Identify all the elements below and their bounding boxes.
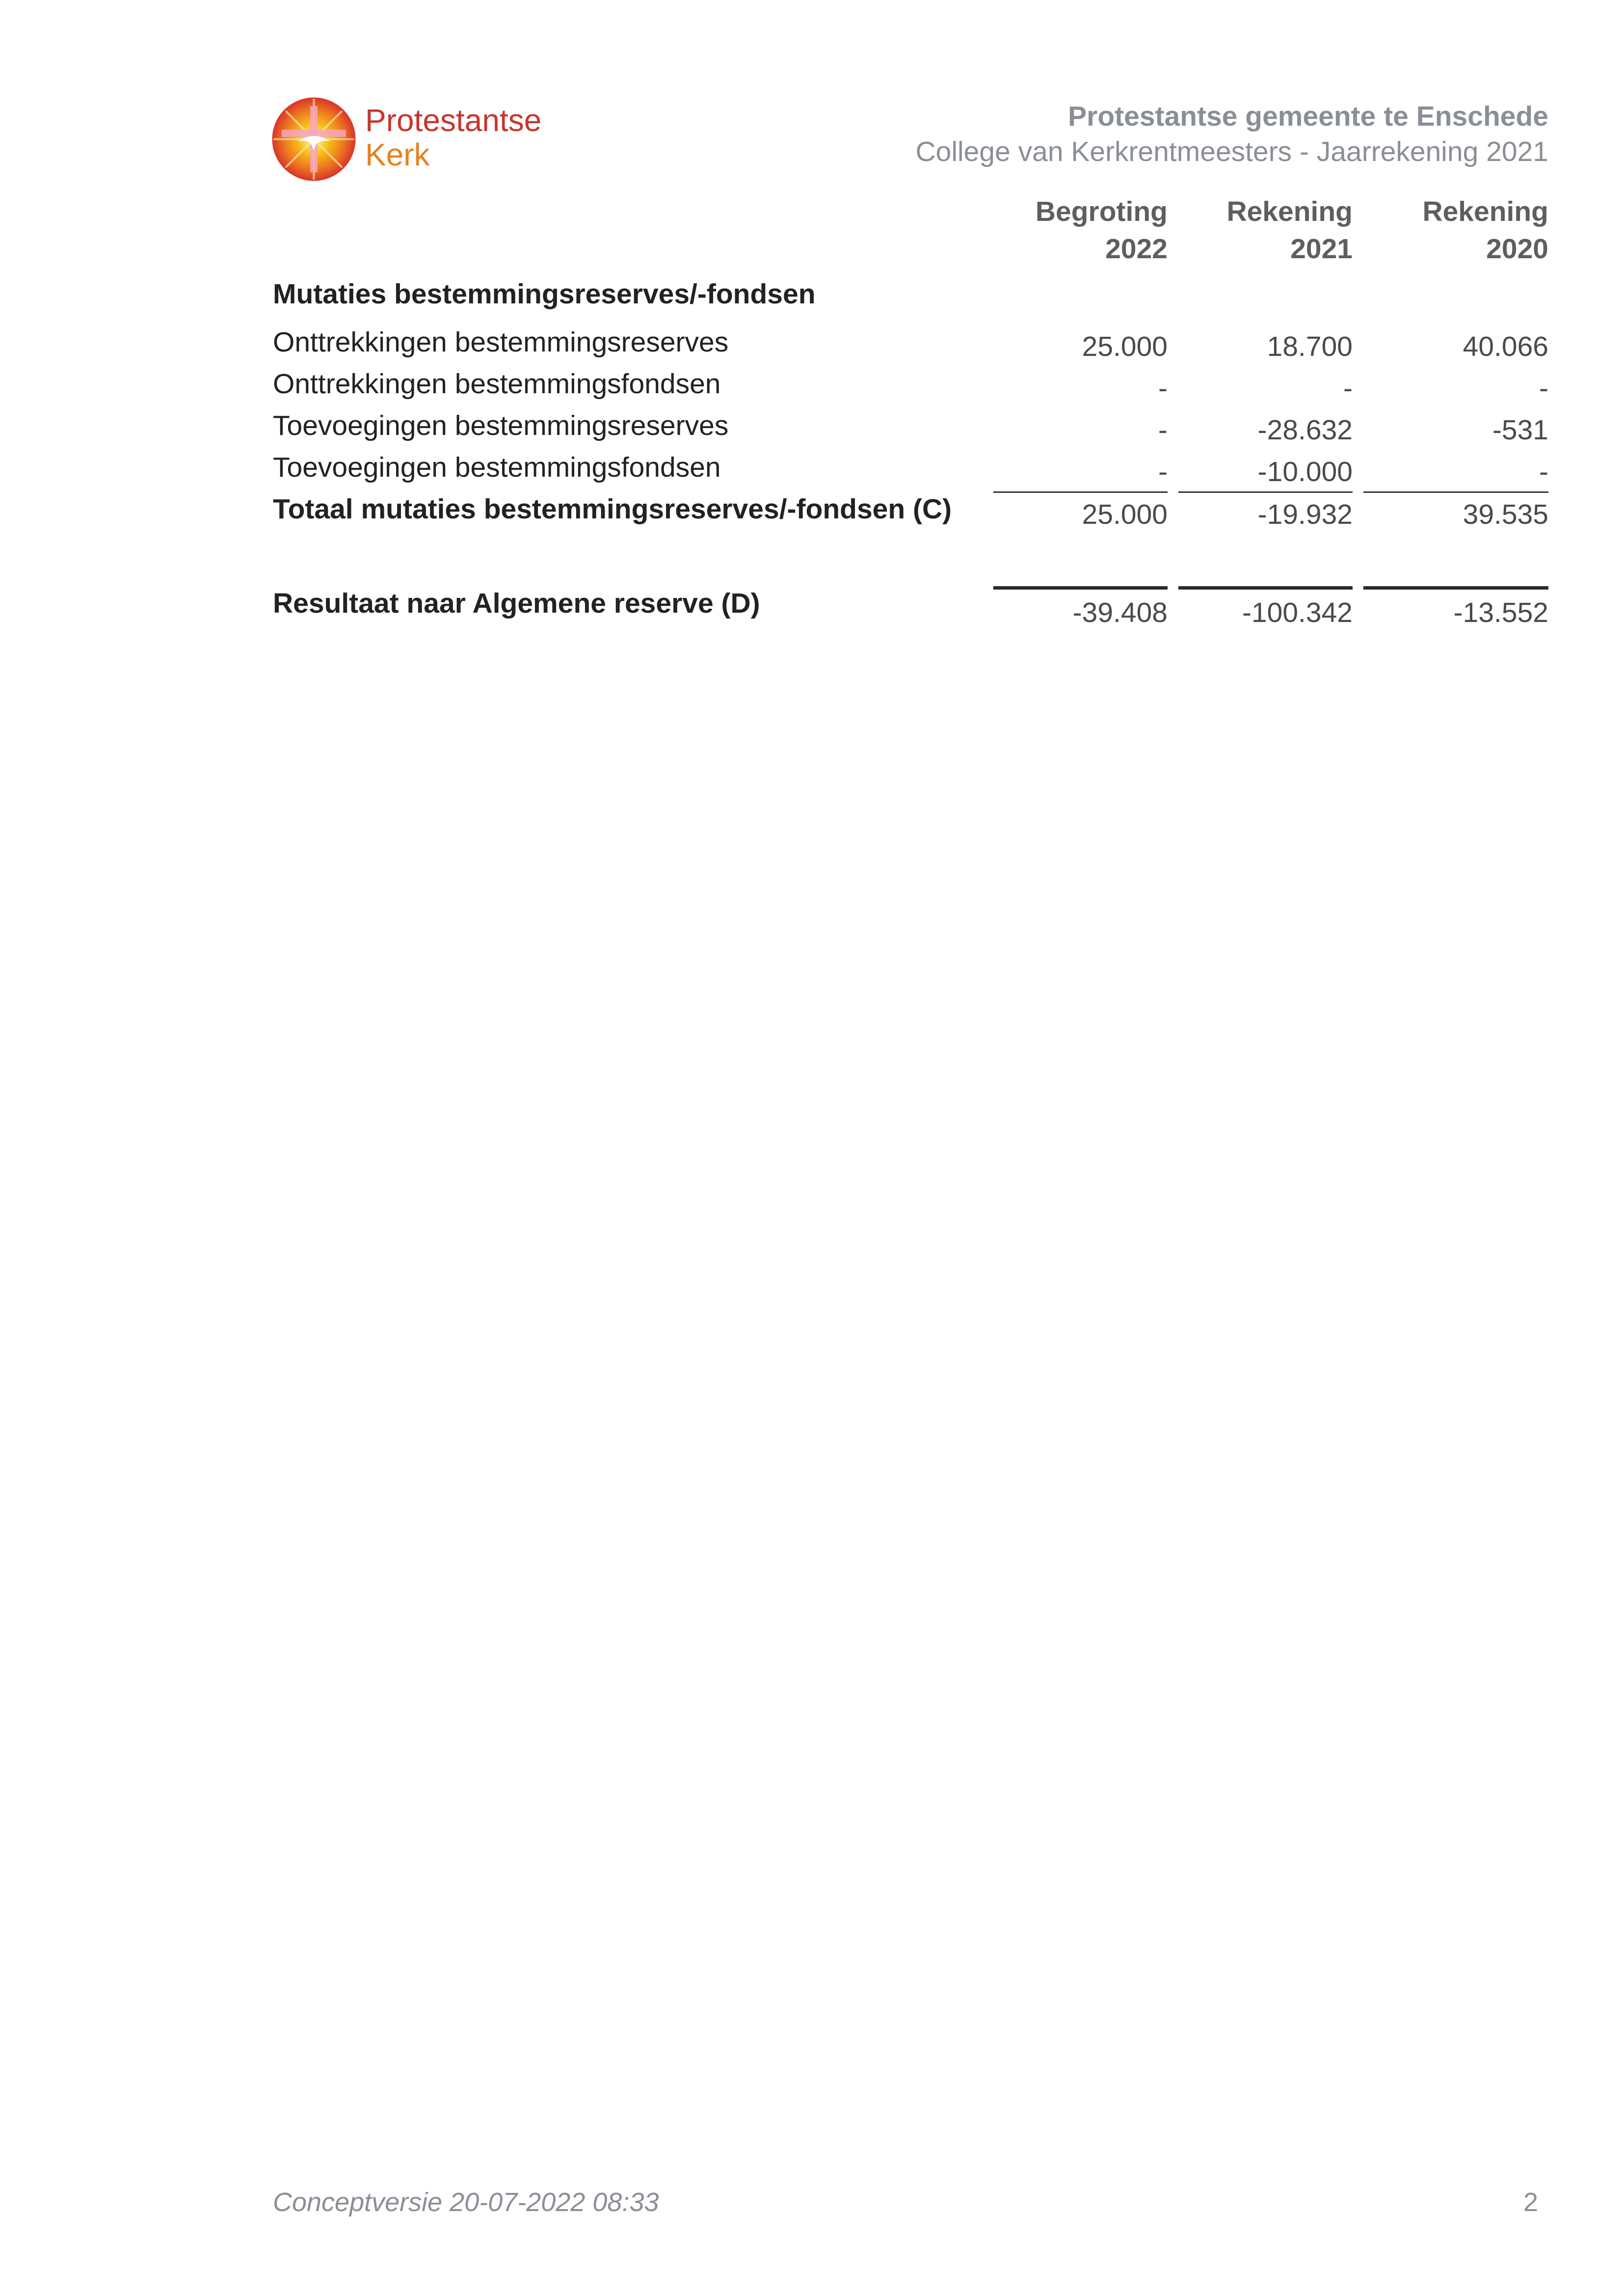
- subtotal-rule: [1363, 491, 1548, 493]
- row-label: Onttrekkingen bestemmingsreserves: [273, 326, 729, 358]
- column-header-line2: 2020: [1486, 233, 1548, 265]
- section-title: Mutaties bestemmingsreserves/-fondsen: [273, 278, 816, 310]
- page-number: 2: [1523, 2188, 1538, 2217]
- row-label: Onttrekkingen bestemmingsfondsen: [273, 368, 721, 400]
- concept-version-label: Conceptversie 20-07-2022 08:33: [273, 2188, 659, 2217]
- row-value-rekening-2020: -531: [1492, 414, 1548, 446]
- result-rule: [1178, 586, 1353, 590]
- result-value-rekening-2021: -100.342: [1242, 597, 1353, 628]
- document-subtitle: College van Kerkrentmeesters - Jaarrekening 2021: [915, 136, 1548, 167]
- row-label: Toevoegingen bestemmingsreserves: [273, 410, 729, 441]
- result-value-begroting-2022: -39.408: [1072, 597, 1168, 628]
- row-value-rekening-2020: -: [1539, 373, 1548, 404]
- total-value-rekening-2021: -19.932: [1257, 499, 1353, 530]
- organization-name: Protestantse gemeente te Enschede: [1068, 101, 1548, 132]
- column-header-rekening-2021: [1226, 193, 1353, 268]
- column-header-line1: Rekening: [1422, 196, 1548, 227]
- logo-word-kerk: Kerk: [365, 137, 430, 172]
- row-value-begroting-2022: -: [1158, 456, 1168, 487]
- row-value-begroting-2022: -: [1158, 373, 1168, 404]
- row-label: Toevoegingen bestemmingsfondsen: [273, 452, 721, 483]
- sunburst-cross-icon: [271, 96, 357, 182]
- result-label: Resultaat naar Algemene reserve (D): [273, 588, 760, 619]
- column-header-line1: Rekening: [1226, 196, 1353, 227]
- result-rule: [993, 586, 1168, 590]
- subtotal-rule: [1178, 491, 1353, 493]
- logo-word-protestantse: Protestantse: [365, 103, 542, 138]
- column-header-line2: 2022: [1105, 233, 1168, 265]
- row-value-rekening-2021: -: [1343, 373, 1353, 404]
- row-value-rekening-2020: 40.066: [1463, 331, 1548, 362]
- total-value-begroting-2022: 25.000: [1082, 499, 1168, 530]
- column-header-line2: 2021: [1290, 233, 1353, 265]
- column-header-line1: Begroting: [1035, 196, 1168, 227]
- row-value-rekening-2020: -: [1539, 456, 1548, 487]
- result-rule: [1363, 586, 1548, 590]
- row-value-begroting-2022: -: [1158, 414, 1168, 446]
- column-header-rekening-2020: [1422, 193, 1548, 268]
- total-value-rekening-2020: 39.535: [1463, 499, 1548, 530]
- subtotal-rule: [993, 491, 1168, 493]
- column-header-begroting-2022: [1036, 193, 1168, 268]
- result-value-rekening-2020: -13.552: [1453, 597, 1548, 628]
- row-value-rekening-2021: 18.700: [1267, 331, 1353, 362]
- row-value-begroting-2022: 25.000: [1082, 331, 1168, 362]
- row-value-rekening-2021: -28.632: [1257, 414, 1353, 446]
- total-label: Totaal mutaties bestemmingsreserves/-fondsen (C): [273, 493, 952, 525]
- row-value-rekening-2021: -10.000: [1257, 456, 1353, 487]
- protestantse-kerk-logo: [271, 96, 575, 182]
